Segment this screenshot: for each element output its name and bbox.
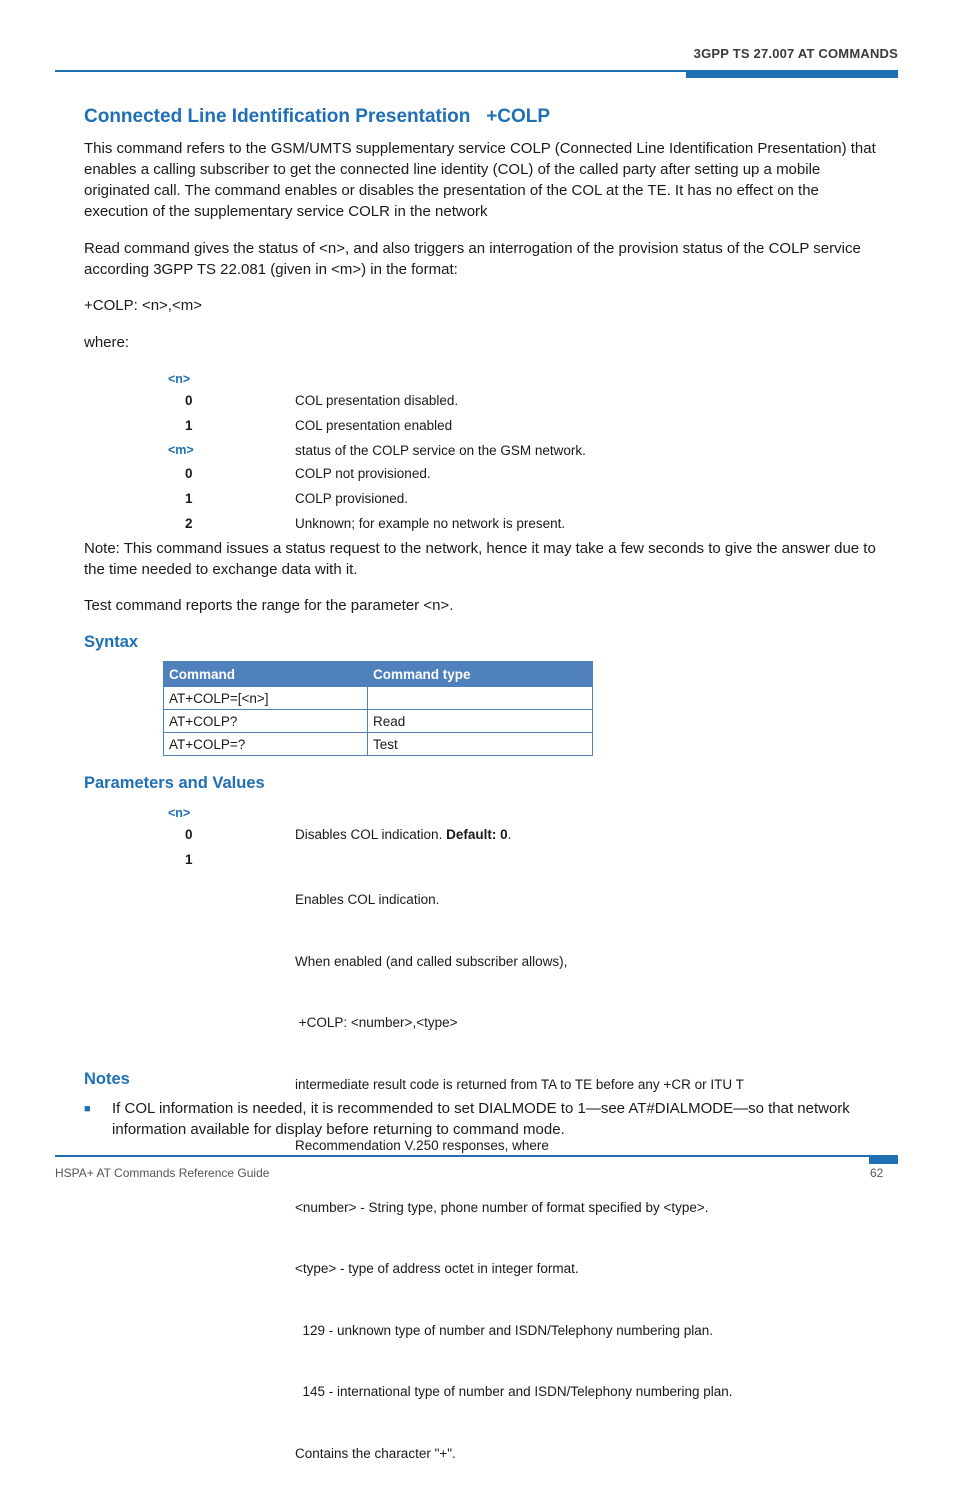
param-n-name: <n> [168, 372, 191, 386]
parameters-heading: Parameters and Values [84, 774, 265, 792]
param-value: 0 [185, 827, 193, 842]
column-header: Command type [368, 662, 593, 687]
footer-doc-title: HSPA+ AT Commands Reference Guide [55, 1166, 270, 1180]
param-m-value: 1 [185, 491, 193, 506]
param-n-desc: COL presentation disabled. [295, 393, 459, 408]
desc-line: Enables COL indication. [295, 892, 440, 907]
desc-line: <type> - type of address octet in integer format. [295, 1261, 579, 1276]
param-value-desc-block [295, 849, 744, 1485]
table-cell: Read [368, 710, 593, 733]
param-desc-text: Disables COL indication. [295, 827, 447, 842]
intro-paragraph: This command refers to the GSM/UMTS supplementary service COLP (Connected Line Identification Presentation) that enables a calling subscriber to get the connected line identity (COL) of the called party after setting up a mobile originated call. The command enables or disables the presentation of the COL at the TE. It has no effect on the execution of the supplementary service COLR in the network [84, 140, 876, 220]
footer-accent-bar [869, 1155, 898, 1164]
table-row [164, 687, 593, 710]
syntax-table [163, 661, 593, 756]
param-m-value-desc: Unknown; for example no network is present. [295, 516, 566, 531]
param-m-value: 2 [185, 516, 193, 531]
column-header: Command [164, 662, 368, 687]
notes-heading: Notes [84, 1070, 130, 1088]
desc-line: 145 - international type of number and ISDN/Telephony numbering plan. [295, 1384, 733, 1399]
read-format: +COLP: <n>,<m> [84, 297, 202, 314]
param-default: Default: 0 [446, 827, 508, 842]
table-row [164, 710, 593, 733]
header-accent-bar [686, 70, 898, 78]
param-value-desc [295, 827, 511, 842]
table-cell: AT+COLP? [164, 710, 368, 733]
param-m-value-desc: COLP provisioned. [295, 491, 409, 506]
param-n-value: 1 [185, 418, 193, 433]
desc-line: intermediate result code is returned from TA to TE before any +CR or ITU T [295, 1076, 744, 1092]
footer-rule [55, 1155, 898, 1157]
note-item: If COL information is needed, it is recommended to set DIALMODE to 1—see AT#DIALMODE—so that network information available for display before returning to command mode. [112, 1100, 850, 1138]
test-description: Test command reports the range for the parameter <n>. [84, 597, 454, 614]
param-m-value: 0 [185, 466, 193, 481]
running-header: 3GPP TS 27.007 AT COMMANDS [693, 46, 898, 61]
param-desc-tail: . [507, 827, 512, 842]
param-n-value: 0 [185, 393, 193, 408]
desc-line: When enabled (and called subscriber allows), [295, 953, 568, 969]
param-value: 1 [185, 852, 193, 867]
table-cell: AT+COLP=[<n>] [164, 687, 368, 710]
table-row [164, 733, 593, 756]
note-paragraph: Note: This command issues a status request to the network, hence it may take a few seconds to give the answer due to the time needed to exchange data with it. [84, 540, 876, 578]
param-n-name: <n> [168, 806, 191, 820]
table-header-row [164, 662, 593, 687]
section-title: Connected Line Identification Presentation +COLP [84, 106, 551, 127]
param-n-desc: COL presentation enabled [295, 418, 453, 433]
table-cell: AT+COLP=? [164, 733, 368, 756]
where-label: where: [84, 334, 130, 351]
read-description: Read command gives the status of <n>, and also triggers an interrogation of the provision status of the COLP service according 3GPP TS 22.081 (given in <m>) in the format: [84, 240, 861, 278]
square-bullet-icon: ■ [84, 1103, 91, 1115]
page-number: 62 [870, 1166, 884, 1180]
table-cell: Test [368, 733, 593, 756]
desc-line: Recommendation V.250 responses, where [295, 1138, 549, 1153]
syntax-heading: Syntax [84, 633, 139, 651]
param-m-name: <m> [168, 443, 194, 457]
param-m-desc: status of the COLP service on the GSM network. [295, 443, 586, 458]
desc-line: Contains the character "+". [295, 1445, 456, 1461]
desc-line: <number> - String type, phone number of format specified by <type>. [295, 1199, 709, 1215]
table-cell [368, 687, 593, 710]
desc-line: 129 - unknown type of number and ISDN/Telephony numbering plan. [295, 1322, 714, 1338]
param-m-value-desc: COLP not provisioned. [295, 466, 431, 481]
desc-line: +COLP: <number>,<type> [295, 1015, 458, 1030]
